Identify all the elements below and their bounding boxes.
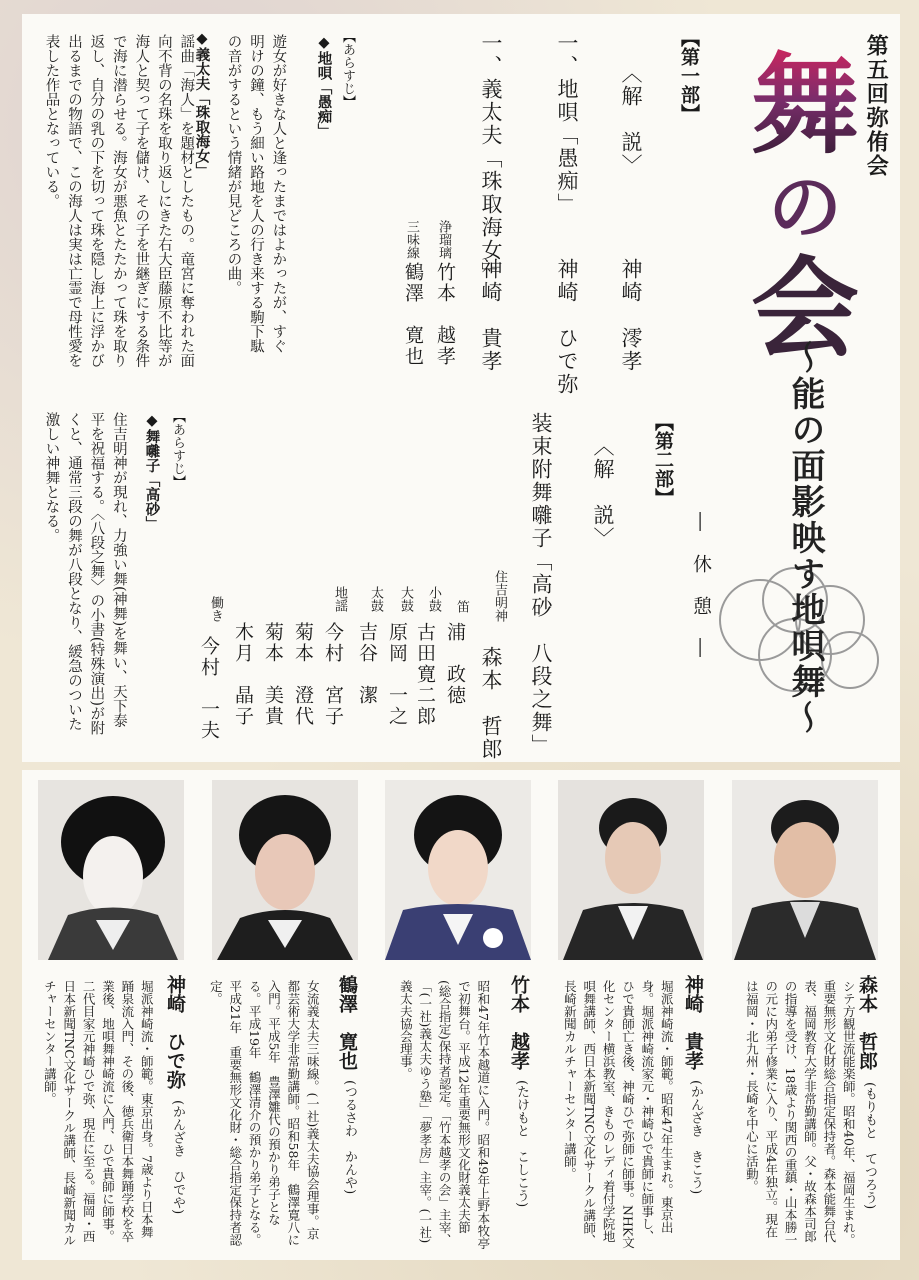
otsuzumi-performer: 原岡 一之: [386, 622, 408, 727]
part2-commentary: 〈解 説〉: [591, 435, 615, 550]
subtitle: ～能の面影映す地唄舞～: [785, 340, 825, 736]
portrait-photo-koshiko: [385, 780, 531, 960]
profile-reading: (もりもと てつろう): [862, 1082, 877, 1210]
profile-name: 神崎 貴孝: [682, 975, 704, 1070]
profile-reading: (つるさわ かんや): [342, 1080, 357, 1195]
title-calligraphy: [730, 28, 880, 368]
part1-commentary-performer: 神崎 澪孝: [619, 258, 643, 373]
profile-bio: 女流義太夫三味線。(一社)義太夫協会理事。京都芸術大学非常勤講師。昭和58年 鶴澤寛八に入門。平成5年 豊澤雛代の預かり弟子となる。平成19年 鶴澤清介の預かり弟子となる。平成21年 重要無形文化財・総合指定保持者認定。: [208, 980, 321, 1246]
taiko-performer: 吉谷 潔: [356, 622, 378, 706]
profile-bio: 堀派神崎流・師範。昭和47年生まれ。東京出身。堀派神崎流家元・神崎ひで貴師に師事し、ひで貴師亡き後、神崎ひで弥師に師事。NHK文化センター横浜教室、きものレディ着付学院地唄舞講師、西日本新聞TNC文化サークル講師、長崎新聞カルチャーセンター講師。: [562, 980, 675, 1249]
joruri-performer: 竹本 越孝: [434, 262, 456, 367]
synopsis1-text: 遊女が好きな人と逢ったまではよかったが、すぐ明けの鐘、もう細い路地を人の行き来する駒下駄の音がするという情緒が見どころの曲。: [225, 34, 287, 353]
profile-name: 森本 哲郎: [856, 975, 878, 1070]
svg-text:会: 会: [750, 246, 860, 368]
hataraki-performer: 今村 一夫: [198, 636, 220, 741]
intermission: ― 休 憩 ―: [690, 512, 712, 659]
profile-reading: (かんざき きこう): [688, 1080, 703, 1195]
kotsuzumi-label: 小鼓: [426, 586, 441, 612]
synopsis2-title: ◆義太夫「珠取海女」: [193, 30, 211, 178]
part2-item: 装束附舞囃子「高砂 八段之舞」: [529, 412, 553, 757]
profile-name: 竹本 越孝: [508, 975, 530, 1070]
hataraki-label: 働き: [208, 596, 223, 622]
portrait-photo-kiko: [558, 780, 704, 960]
fue-label: 笛: [454, 600, 469, 613]
part2-label: 【第二部】: [652, 412, 674, 507]
profile-name: 鶴澤 寛也: [336, 975, 358, 1070]
joruri-label: 浄瑠璃: [436, 220, 451, 259]
part1-item1: 一、地唄「愚痴」: [555, 32, 579, 216]
portrait-photo-hideya: [38, 780, 184, 960]
svg-text:舞: 舞: [750, 43, 860, 169]
jiutai-label: 地謡: [332, 586, 347, 612]
kotsuzumi-performer: 古田寛二郎: [414, 622, 436, 727]
synopsis-takasago-title: ◆舞囃子「高砂」: [143, 412, 161, 531]
profile-bio: 昭和47年竹本越道に入門。昭和49年上野本牧亭で初舞台。平成12年重要無形文化財義太夫節(総合指定)保持者認定。「竹本越孝の会」主宰、「(一社)義太夫ゆう塾」「夢孝房」主宰。(一社)義太夫協会理事。: [398, 980, 491, 1250]
synopsis2-text: 謡曲「海人」を題材としたもの。竜宮に奪われた面向不背の名珠を取り返しにきた右大臣藤原不比等が海人と契って子を儲け、その子を世継ぎにする条件で海に潜らせる。海女が悪魚とたたかって珠を取り返し、自分の乳の下を切って珠を隠し海上に浮かび出るまでの物語で、この海人は実は亡霊で母性愛を表した作品となっている。: [43, 34, 195, 368]
part1-item2-performer: 神崎 貴孝: [479, 258, 503, 373]
synopsis2-label: 【あらすじ】: [170, 410, 185, 488]
event-name: 第五回弥侑会: [863, 34, 890, 178]
shamisen-performer: 鶴澤 寛也: [402, 262, 424, 367]
synopsis-takasago-text: 住吉明神が現れ、力強い舞(神舞)を舞い、天下泰平を祝福する。〈八段之舞〉の小書(特殊演出)が附くと、通常三段の舞が八段となり、緩急のついた激しい神舞となる。: [43, 412, 127, 736]
part1-item2: 一、義太夫「珠取海女」: [479, 32, 503, 285]
profile-reading: (たけもと こしこう): [514, 1080, 529, 1208]
fue-performer: 浦 政徳: [444, 622, 466, 706]
taiko-label: 太鼓: [368, 586, 383, 612]
profile-name: 神崎 ひで弥: [164, 975, 186, 1089]
jiutai-member: 菊本 澄代: [292, 622, 314, 727]
synopsis1-title: ◆地唄「愚痴」: [315, 34, 333, 138]
profile-reading: (かんざき ひでや): [170, 1100, 185, 1215]
shamisen-label: 三味線: [404, 220, 419, 259]
jiutai-member: 菊本 美貴: [262, 622, 284, 727]
role-label: 住吉明神: [492, 570, 507, 622]
jiutai-member: 木月 晶子: [232, 622, 254, 727]
synopsis-label: 【あらすじ】: [340, 30, 355, 108]
otsuzumi-label: 大鼓: [398, 586, 413, 612]
part1-label: 【第一部】: [678, 28, 700, 123]
svg-text:の: の: [768, 165, 842, 251]
jiutai-member: 今村 宮子: [322, 622, 344, 727]
part1-commentary: 〈解 説〉: [619, 62, 643, 177]
profile-bio: シテ方観世流能楽師。昭和40年、福岡生まれ。重要無形文化財総合指定保持者。森本能舞台代表、福岡教育大学非常勤講師。父・故森本司郎の指導を受け、18歳より関西の重鎮・山本勝一の元に内弟子修業に入り、平成4年独立。現在は福岡・北九州・長崎を中心に活動。: [744, 980, 857, 1246]
portrait-photo-kanya: [212, 780, 358, 960]
part1-item1-performer: 神崎 ひで弥: [555, 258, 579, 396]
profile-bio: 堀派神崎流・師範。東京出身。7歳より日本舞踊泉流入門、その後、徳兵衛日本舞踊学校を卒業後、地唄舞神崎流に入門、ひで貴師に師事。二代目家元神崎ひで弥、現在に至る。福岡・西日本新聞TNC文化サークル講師、長崎新聞カルチャーセンター講師。: [42, 980, 155, 1247]
role-performer: 森本 哲郎: [479, 646, 503, 761]
portrait-photo-tetsuro: [732, 780, 878, 960]
